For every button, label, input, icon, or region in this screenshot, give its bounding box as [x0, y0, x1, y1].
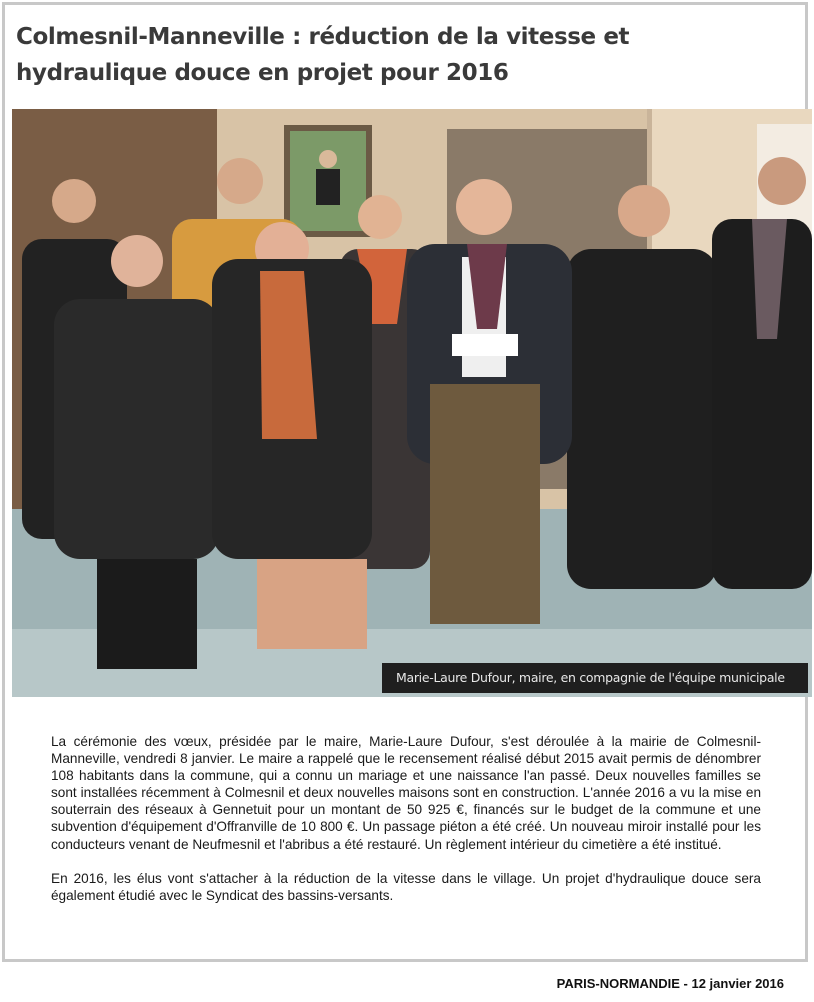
article-body — [51, 733, 761, 921]
article-paragraph-2: En 2016, les élus vont s'attacher à la réduction de la vitesse dans le village. Un projet d'hydraulique douce sera également étudié avec le Syndicat des bassins-versants. — [51, 870, 761, 903]
photo-illustration — [12, 109, 812, 697]
article-photo — [12, 109, 812, 697]
article-frame — [2, 2, 808, 962]
headline-line-1: Colmesnil-Manneville : réduction de la vitesse et — [16, 24, 630, 50]
article-paragraph-1: La cérémonie des vœux, présidée par le maire, Marie-Laure Dufour, s'est déroulée à la mairie de Colmesnil-Manneville, vendredi 8 janvier. Le maire a rappelé que le recensement réalisé début 2015 avait permis de dénombrer 108 habitants dans la commune, qui a connu un mariage et une naissance l'an passé. Deux nouvelles familles se sont installées récemment à Colmesnil et deux nouvelles maisons sont en construction. L'année 2016 a vu la mise en souterrain des réseaux à Gennetuit pour un montant de 50 925 €, financés sur le budget de la commune et une subvention d'équipement d'Offranville de 10 800 €. Un passage piéton a été créé. Un nouveau miroir installé pour les conducteurs venant de Neufmesnil et l'abribus a été restauré. Un règlement intérieur du cimetière a été institué. — [51, 734, 761, 852]
headline-line-2: hydraulique douce en projet pour 2016 — [16, 60, 509, 86]
photo-caption: Marie-Laure Dufour, maire, en compagnie de l'équipe municipale — [382, 663, 808, 693]
source-credit: PARIS-NORMANDIE - 12 janvier 2016 — [556, 976, 784, 991]
headline — [16, 19, 796, 91]
